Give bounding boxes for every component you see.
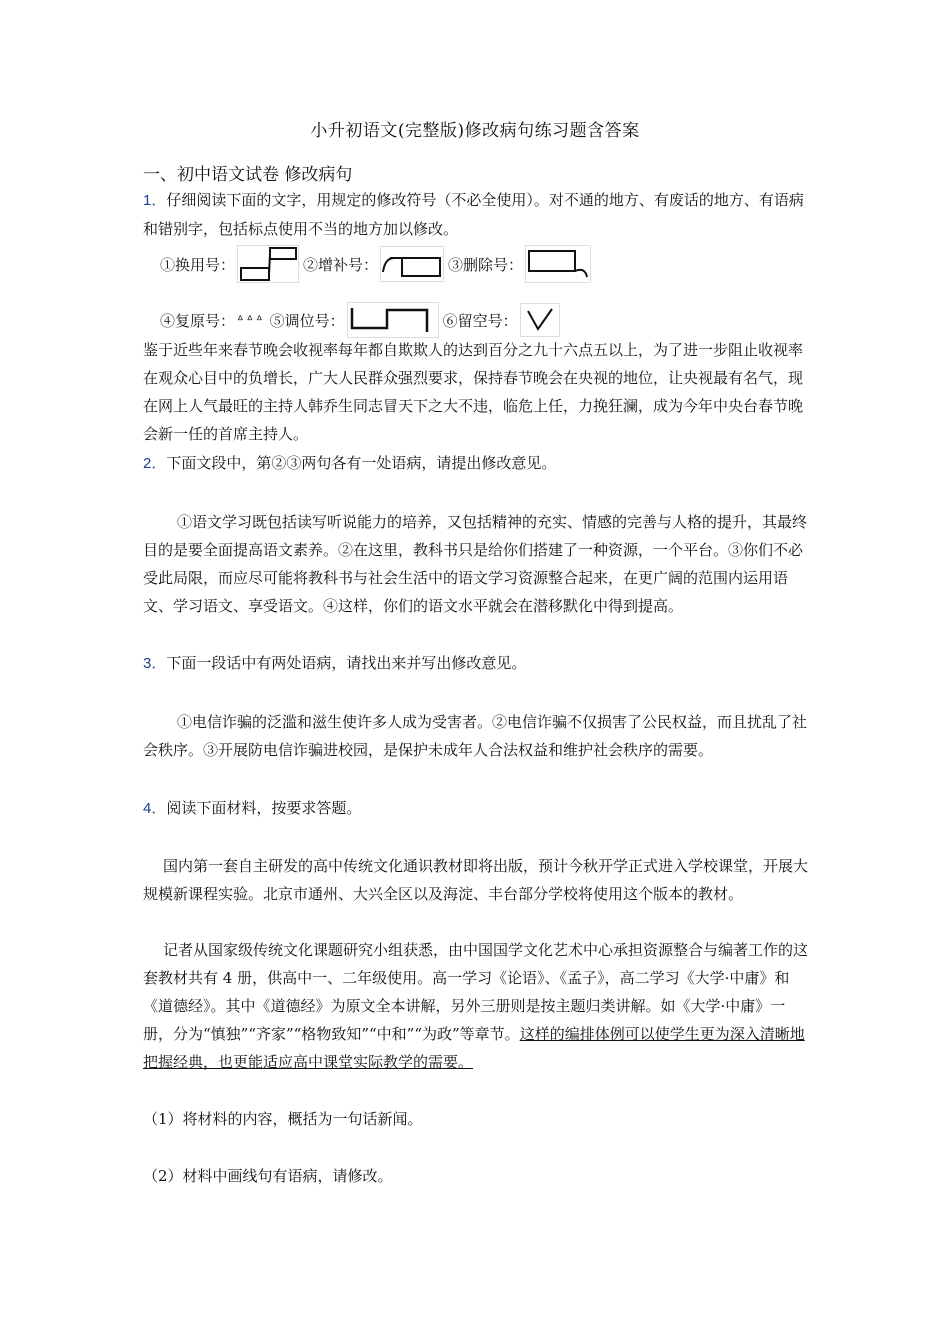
restore-mark-icon: ᐞᐞᐞ <box>237 313 266 327</box>
question-number: 3． <box>143 655 167 672</box>
section-heading: 一、初中语文试卷 修改病句 <box>143 165 353 185</box>
question-2 <box>143 449 808 478</box>
question-text: 下面文段中，第②③两句各有一处语病，请提出修改意见。 <box>166 454 557 472</box>
q1-passage: 鉴于近些年来春节晚会收视率每年都自欺欺人的达到百分之九十六点五以上，为了进一步阻止收视率在观众心目中的负增长，广大人民群众强烈要求，保持春节晚会在央视的地位，让央视最有名气，现在网上人气最旺的主持人韩乔生同志冒天下之大不违，临危上任，力挽狂澜，成为今年中央台春节晚会新一任的首席主持人。 <box>143 341 804 443</box>
restore-symbol-label: ④复原号： <box>160 311 236 330</box>
transpose-symbol-label: ⑤调位号： <box>269 311 345 330</box>
delete-symbol-label: ③删除号： <box>448 255 524 274</box>
q2-passage: ①语文学习既包括读写听说能力的培养，又包括精神的充实、情感的完善与人格的提升，其最终目的是要全面提高语文素养。②在这里，教科书只是给你们搭建了一种资源，一个平台。③你们不必受此局限，而应尽可能将教科书与社会生活中的语文学习资源整合起来，在更广阔的范围内运用语文、学习语文、享受语文。④这样，你们的语文水平就会在潜移默化中得到提高。 <box>143 513 808 615</box>
paragraph-text: 记者从国家级传统文化课题研究小组获悉，由中国国学文化艺术中心承担资源整合与编著工作的这套教材共有 4 册，供高中一、二年级使用。高一学习《论语》、《孟子》，高二学习《大学·中庸》和《道德经》。其中《道德经》为原文全本讲解，另外三册则是按主题归类讲解。如《大学·中庸》一册，分为“慎独”“齐家”“格物致知”“中和”“为政”等章节。 <box>143 941 809 1043</box>
question-number: 1． <box>143 192 167 209</box>
question-3 <box>143 649 808 678</box>
space-mark-icon <box>520 303 560 337</box>
insert-mark-icon <box>380 246 444 282</box>
q4-subquestion-1: （1）将材料的内容，概括为一句话新闻。 <box>143 1110 423 1128</box>
symbol-row-2 <box>160 302 564 338</box>
transpose-mark-icon <box>347 302 439 338</box>
swap-symbol-label: ①换用号： <box>160 255 236 274</box>
q4-paragraph-2 <box>143 936 808 1076</box>
delete-mark-icon <box>525 245 591 283</box>
symbol-row-1 <box>160 246 595 282</box>
q3-passage: ①电信诈骗的泛滥和滋生使许多人成为受害者。②电信诈骗不仅损害了公民权益，而且扰乱了社会秩序。③开展防电信诈骗进校园，是保护未成年人合法权益和维护社会秩序的需要。 <box>143 713 808 759</box>
question-1 <box>143 186 808 243</box>
space-symbol-label: ⑥留空号： <box>442 311 518 330</box>
question-number: 4． <box>143 800 167 817</box>
insert-symbol-label: ②增补号： <box>303 255 379 274</box>
question-text: 阅读下面材料，按要求答题。 <box>166 799 362 817</box>
question-text: 仔细阅读下面的文字，用规定的修改符号（不必全使用）。对不通的地方、有废话的地方、有语病和错别字，包括标点使用不当的地方加以修改。 <box>143 191 804 238</box>
underlined-sentence: 这样的编排体例可以使学生更为深入清晰地把握经典，也更能适应高中课堂实际教学的需要。 <box>143 1025 805 1071</box>
question-text: 下面一段话中有两处语病，请找出来并写出修改意见。 <box>166 654 527 672</box>
q4-subquestion-2: （2）材料中画线句有语病，请修改。 <box>143 1167 393 1185</box>
swap-mark-icon <box>237 245 299 283</box>
question-number: 2． <box>143 455 167 472</box>
q4-paragraph-1: 国内第一套自主研发的高中传统文化通识教材即将出版，预计今秋开学正式进入学校课堂，开展大规模新课程实验。北京市通州、大兴全区以及海淀、丰台部分学校将使用这个版本的教材。 <box>143 857 809 903</box>
page-title: 小升初语文(完整版)修改病句练习题含答案 <box>310 121 640 141</box>
question-4 <box>143 794 808 823</box>
